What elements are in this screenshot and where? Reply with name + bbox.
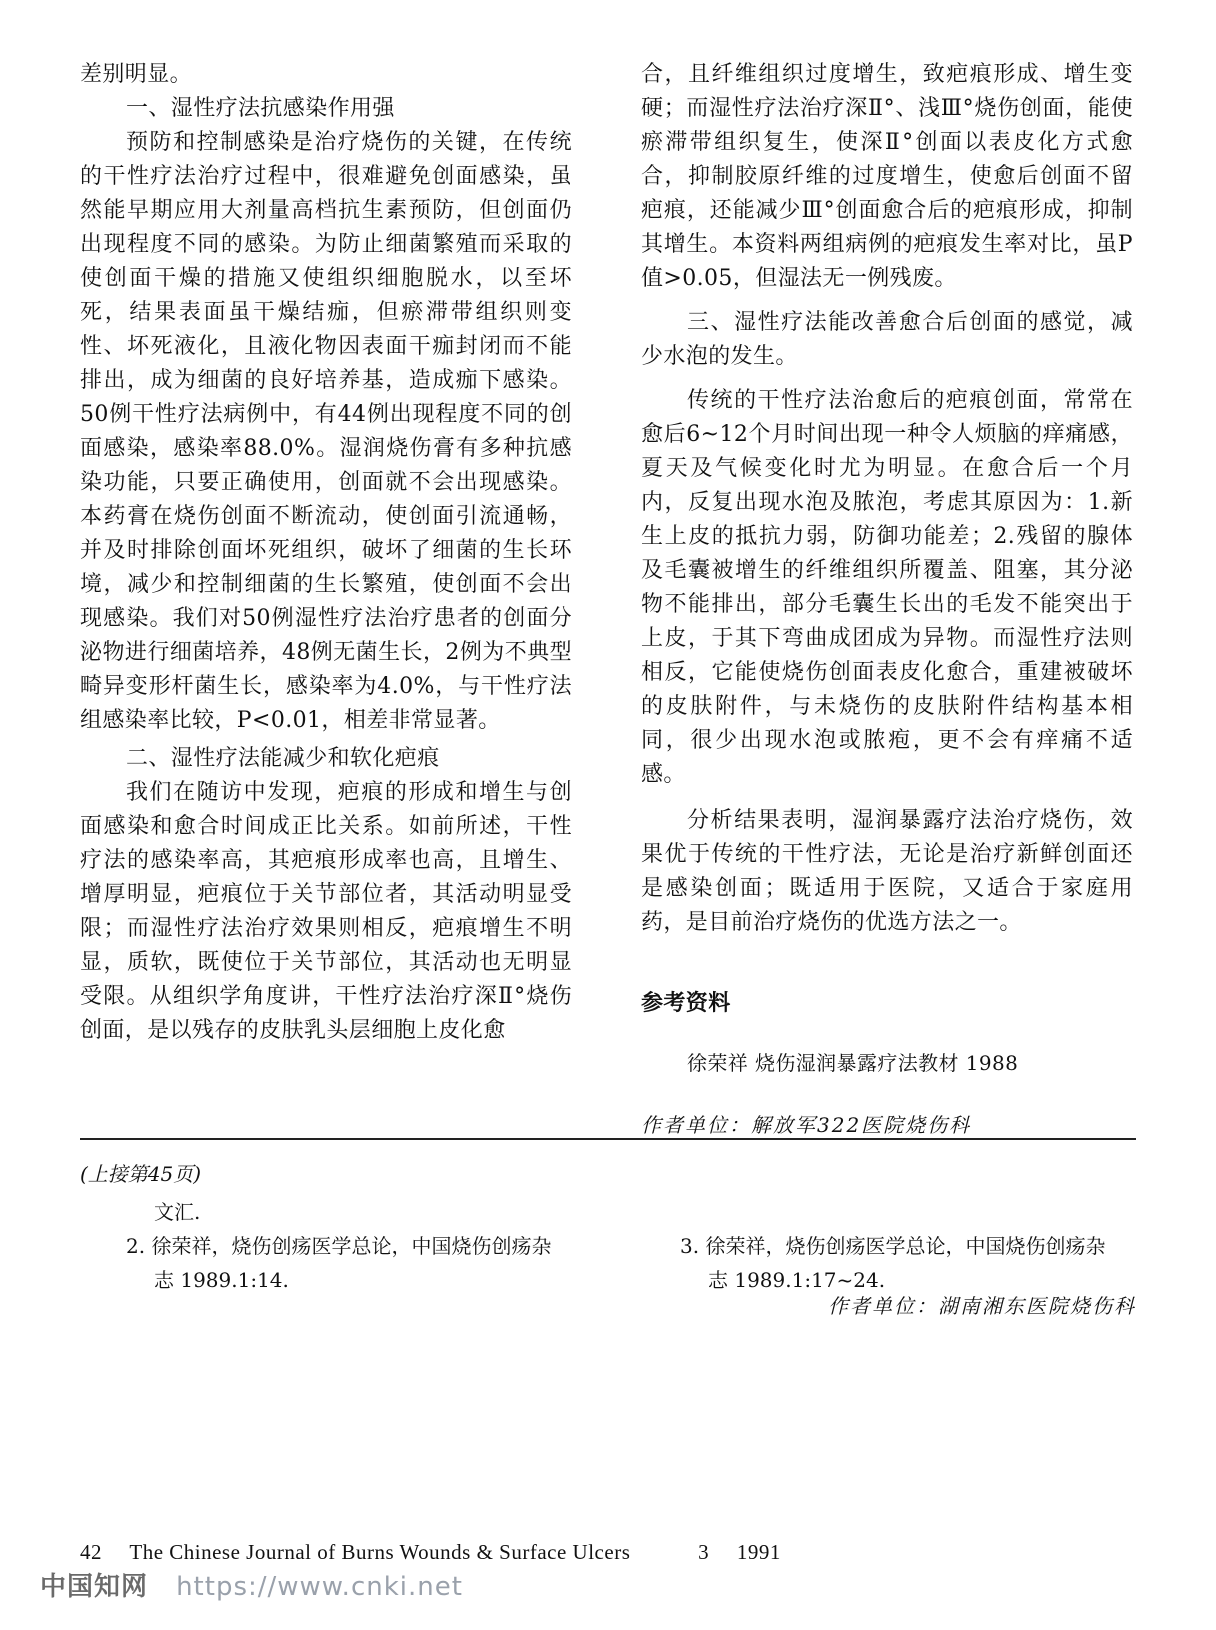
issue-number: 3	[698, 1540, 710, 1564]
reference-item-continued: 志 1989.1:17~24.	[708, 1268, 886, 1292]
paragraph: 我们在随访中发现，疤痕的形成和增生与创面感染和愈合时间成正比关系。如前所述，干性疗法的感染率高，其疤痕形成率也高，且增生、增厚明显，疤痕位于关节部位者，其活动明显受限；而湿性疗法治疗效果则相反，疤痕增生不明显，质软，既使位于关节部位，其活动也无明显受限。从组织学角度讲，干性疗法治疗深Ⅱ°烧伤创面，是以残存的皮肤乳头层细胞上皮化愈	[80, 780, 572, 1043]
reference-item: 2. 徐荣祥，烧伤创疡医学总论，中国烧伤创疡杂	[126, 1234, 552, 1258]
author-affiliation: 作者单位：解放军322医院烧伤科	[641, 1113, 972, 1137]
paragraph: 合，且纤维组织过度增生，致疤痕形成、增生变硬；而湿性疗法治疗深Ⅱ°、浅Ⅲ°烧伤创面，能使瘀滞带组织复生，使深Ⅱ°创面以表皮化方式愈合，抑制胶原纤维的过度增生，使愈后创面不留疤痕，还能减少Ⅲ°创面愈合后的疤痕形成，抑制其增生。本资料两组病例的疤痕发生率对比，虽P值>0.05，但湿法无一例残废。	[641, 62, 1133, 291]
reference-item: 徐荣祥 烧伤湿润暴露疗法教材 1988	[687, 1051, 1019, 1075]
reference-item-continued: 志 1989.1:14.	[154, 1268, 289, 1292]
paragraph: 差别明显。	[80, 62, 193, 87]
section-divider	[80, 1138, 1136, 1140]
page-number: 42	[80, 1540, 102, 1564]
watermark-brand: 中国知网	[40, 1572, 149, 1602]
paragraph: 预防和控制感染是治疗烧伤的关键，在传统的干性疗法治疗过程中，很难避免创面感染，虽然能早期应用大剂量高档抗生素预防，但创面仍出现程度不同的感染。为防止细菌繁殖而采取的使创面干燥的措施又使组织细胞脱水，以至坏死，结果表面虽干燥结痂，但瘀滞带组织则变性、坏死液化，且液化物因表面干痂封闭而不能排出，成为细菌的良好培养基，造成痂下感染。50例干性疗法病例中，有44例出现程度不同的创面感染，感染率88.0%。湿润烧伤膏有多种抗感染功能，只要正确使用，创面就不会出现感染。本药膏在烧伤创面不断流动，使创面引流通畅，并及时排除创面坏死组织，破坏了细菌的生长环境，减少和控制细菌的生长繁殖，使创面不会出现感染。我们对50例湿性疗法治疗患者的创面分泌物进行细菌培养，48例无菌生长，2例为不典型畸异变形杆菌生长，感染率为4.0%，与干性疗法组感染率比较，P<0.01，相差非常显著。	[80, 130, 572, 733]
author-affiliation: 作者单位：湖南湘东医院烧伤科	[828, 1294, 1136, 1318]
page-footer	[80, 1540, 803, 1565]
watermark	[40, 1566, 463, 1603]
section-heading: 三、湿性疗法能改善愈合后创面的感觉，减少水泡的发生。	[641, 310, 1133, 369]
reference-item: 3. 徐荣祥，烧伤创疡医学总论，中国烧伤创疡杂	[680, 1234, 1106, 1258]
paragraph: 传统的干性疗法治愈后的疤痕创面，常常在愈后6~12个月时间出现一种令人烦脑的痒痛感，夏天及气候变化时尤为明显。在愈合后一个月内，反复出现水泡及脓泡，考虑其原因为：1.新生上皮的抵抗力弱，防御功能差；2.残留的腺体及毛囊被增生的纤维组织所覆盖、阻塞，其分泌物不能排出，部分毛囊生长出的毛发不能突出于上皮，于其下弯曲成团成为异物。而湿性疗法则相反，它能使烧伤创面表皮化愈合，重建被破坏的皮肤附件，与未烧伤的皮肤附件结构基本相同，很少出现水泡或脓疱，更不会有痒痛不适感。	[641, 388, 1133, 787]
section-heading: 一、湿性疗法抗感染作用强	[126, 96, 395, 121]
right-column	[641, 58, 1133, 1142]
journal-name: The Chinese Journal of Burns Wounds & Surface Ulcers	[129, 1540, 631, 1564]
continued-references-right	[680, 1229, 1140, 1297]
continuation-label: (上接第45页)	[80, 1162, 202, 1186]
paragraph: 分析结果表明，湿润暴露疗法治疗烧伤，效果优于传统的干性疗法，无论是治疗新鲜创面还是感染创面；既适用于医院，又适合于家庭用药，是目前治疗烧伤的优选方法之一。	[641, 808, 1133, 935]
reference-fragment: 文汇.	[154, 1200, 201, 1224]
section-heading: 二、湿性疗法能减少和软化疤痕	[126, 746, 440, 771]
watermark-url: https://www.cnki.net	[176, 1572, 463, 1602]
continued-references-left	[80, 1195, 580, 1297]
references-title: 参考资料	[641, 990, 731, 1016]
year: 1991	[736, 1540, 781, 1564]
left-column	[80, 58, 572, 1048]
